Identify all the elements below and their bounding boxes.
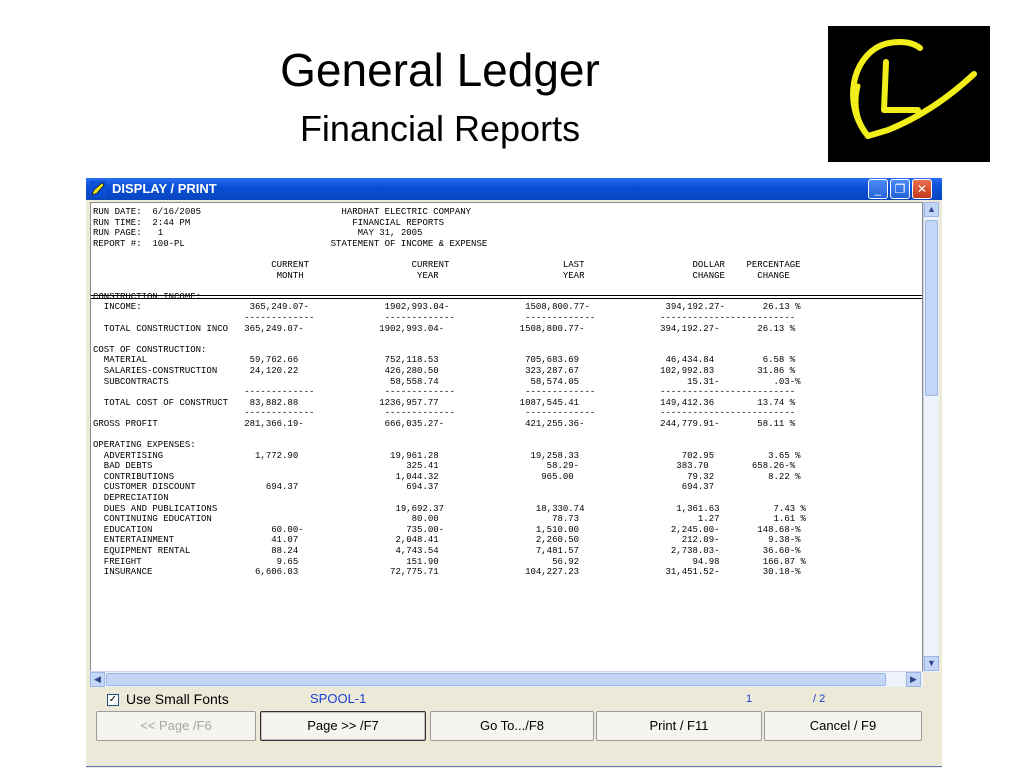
report-line: ------------- ------------- ------------- -------------------------: [93, 408, 796, 419]
report-line: COST OF CONSTRUCTION:: [93, 344, 207, 355]
report-line: MONTH YEAR YEAR CHANGE CHANGE: [93, 270, 790, 281]
report-line: MATERIAL 59,762.66 752,118.53 705,683.69 46,434.84 6.58 %: [93, 355, 796, 366]
header-rule-double: [91, 298, 922, 299]
report-line: TOTAL COST OF CONSTRUCT 83,882.88 1236,957.77 1087,545.41 149,412.36 13.74 %: [93, 397, 796, 408]
report-line: CUSTOMER DISCOUNT 694.37 694.37 694.37: [93, 482, 715, 493]
chevron-left-icon: ◀: [94, 674, 101, 684]
prev-page-button[interactable]: << Page /F6: [96, 711, 256, 741]
report-line: ------------- ------------- ------------- -------------------------: [93, 387, 796, 398]
scroll-left-button[interactable]: [90, 672, 105, 687]
header-rule-top: [91, 295, 922, 296]
goto-button[interactable]: Go To.../F8: [430, 711, 594, 741]
cancel-button[interactable]: Cancel / F9: [764, 711, 922, 741]
bottom-rule: [86, 766, 942, 767]
scroll-right-button[interactable]: [906, 672, 921, 687]
horizontal-scroll-thumb[interactable]: [106, 673, 886, 686]
report-line: RUN PAGE: 1 MAY 31, 2005: [93, 228, 423, 239]
close-button[interactable]: [912, 179, 932, 199]
restore-button[interactable]: [890, 179, 910, 199]
report-line: ENTERTAINMENT 41.07 2,048.41 2,260.50 212.09- 9.38-%: [93, 535, 801, 546]
report-line: INCOME: 365,249.07- 1902,993.04- 1508,800.77- 394,192.27- 26.13 %: [93, 302, 801, 313]
window-titlebar[interactable]: [86, 178, 942, 200]
report-line: TOTAL CONSTRUCTION INCO 365,249.07- 1902,993.04- 1508,800.77- 394,192.27- 26.13 %: [93, 323, 796, 334]
report-line: EQUIPMENT RENTAL 88.24 4,743.54 7,481.57 2,738.03- 36.60-%: [93, 546, 801, 556]
chevron-right-icon: ▶: [910, 674, 917, 684]
report-line: ------------- ------------- ------------- -------------------------: [93, 312, 796, 323]
report-line: INSURANCE 6,606.03 72,775.71 104,227.23 31,451.52- 30.18-%: [93, 567, 801, 578]
chevron-up-icon: ▲: [927, 204, 936, 214]
report-view[interactable]: [90, 202, 923, 672]
report-line: CURRENT CURRENT LAST DOLLAR PERCENTAGE: [93, 259, 801, 270]
report-line: CONSTRUCTION INCOME:: [93, 291, 202, 302]
report-line: RUN TIME: 2:44 PM FINANCIAL REPORTS: [93, 217, 445, 228]
report-line: SALARIES-CONSTRUCTION 24,120.22 426,280.50 323,287.67 102,992.83 31.86 %: [93, 365, 796, 376]
next-page-button[interactable]: Page >> /F7: [260, 711, 426, 741]
report-line: FREIGHT 9.65 151.90 56.92 94.98 166.87 %: [93, 556, 806, 567]
report-line: ADVERTISING 1,772.90 19,961.28 19,258.33 702.95 3.65 %: [93, 450, 801, 461]
report-line: OPERATING EXPENSES:: [93, 440, 196, 451]
use-small-fonts-label: Use Small Fonts: [126, 691, 229, 707]
display-print-window: [86, 178, 942, 768]
report-line: CONTINUING EDUCATION 80.00 78.73 1.27 1.61 %: [93, 514, 806, 525]
report-line: SUBCONTRACTS 58,558.74 58,574.05 15.31- .03-%: [93, 376, 801, 387]
current-page: 1: [746, 693, 753, 705]
horizontal-scrollbar[interactable]: [90, 671, 923, 687]
vertical-scrollbar[interactable]: [923, 202, 939, 672]
report-line: REPORT #: 100-PL STATEMENT OF INCOME & EXPENSE: [93, 238, 488, 249]
scroll-down-button[interactable]: [924, 656, 939, 671]
spool-name: SPOOL-1: [310, 691, 367, 706]
report-line: CONTRIBUTIONS 1,044.32 965.00 79.32 8.22 %: [93, 471, 801, 482]
vertical-scroll-thumb[interactable]: [925, 220, 938, 396]
report-line: RUN DATE: 6/16/2005 HARDHAT ELECTRIC COMPANY: [93, 207, 472, 217]
restore-icon: ❐: [894, 182, 906, 196]
report-text: [91, 203, 922, 578]
report-line: DEPRECIATION: [93, 493, 169, 504]
total-pages: / 2: [813, 693, 826, 705]
hardhat-logo: [828, 26, 990, 162]
chevron-down-icon: ▼: [927, 658, 936, 668]
minimize-button[interactable]: [868, 179, 888, 199]
report-line: GROSS PROFIT 281,366.19- 666,035.27- 421,255.36- 244,779.91- 58.11 %: [93, 418, 796, 429]
report-line: BAD DEBTS 325.41 58.29- 383.70 658.26-%: [93, 461, 796, 472]
window-title: DISPLAY / PRINT: [112, 181, 217, 196]
minimize-icon: _: [874, 182, 882, 196]
report-line: DUES AND PUBLICATIONS 19,692.37 18,330.74 1,361.63 7.43 %: [93, 503, 806, 514]
report-line: EDUCATION 60.00- 735.00- 1,510.00 2,245.00- 148.68-%: [93, 524, 801, 535]
slide-title: General Ledger: [280, 44, 600, 96]
pencil-icon: [90, 181, 106, 197]
close-icon: ✕: [916, 182, 928, 196]
scroll-up-button[interactable]: [924, 202, 939, 217]
slide-subtitle: Financial Reports: [299, 108, 581, 149]
use-small-fonts-checkbox[interactable]: ✓: [108, 694, 118, 705]
print-button[interactable]: Print / F11: [596, 711, 762, 741]
